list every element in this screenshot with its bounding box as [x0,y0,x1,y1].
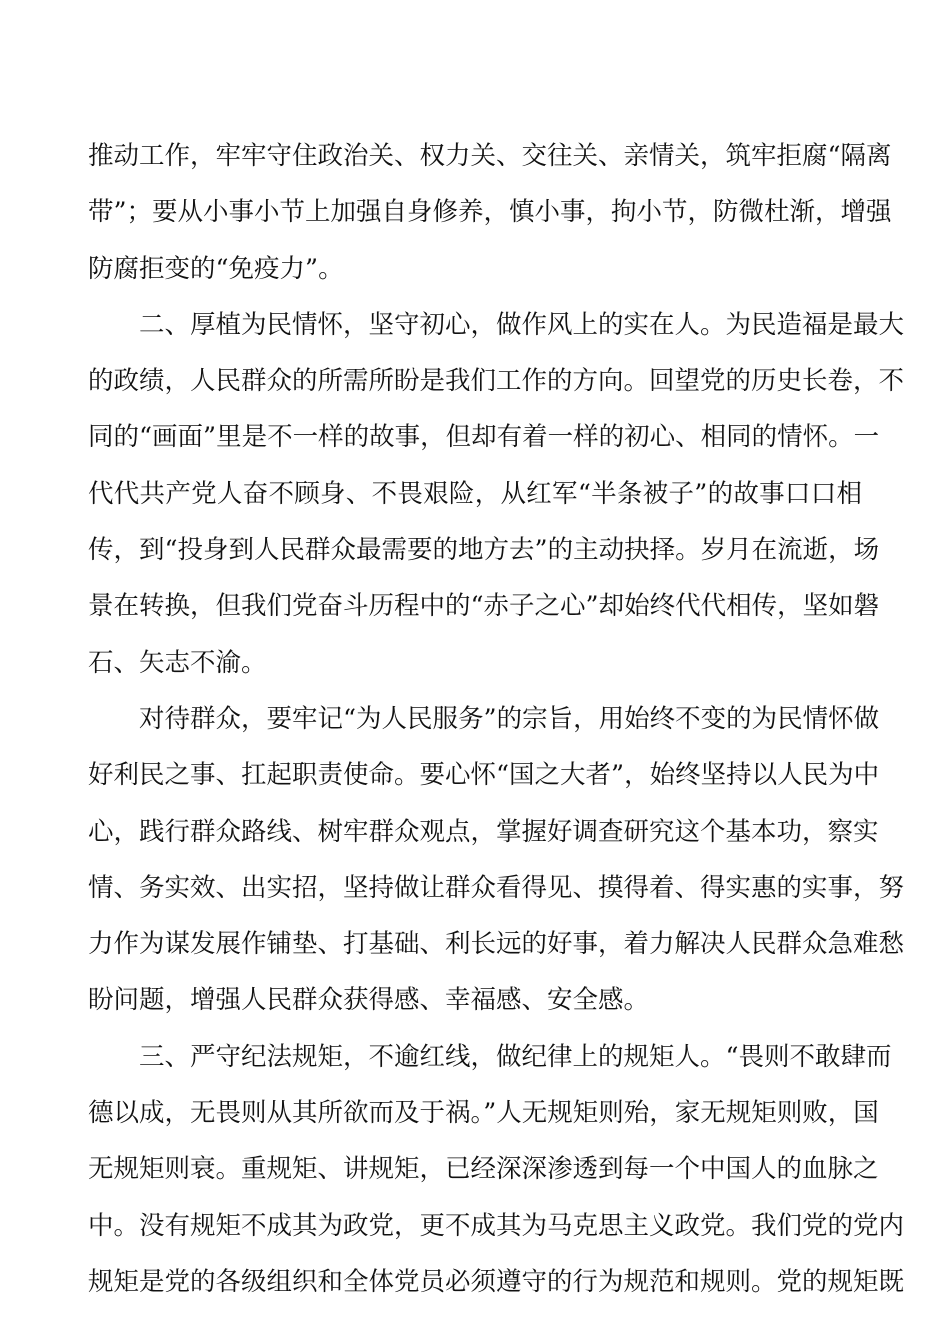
text-line: 对待群众，要牢记“为人民服务”的宗旨，用始终不变的为民情怀做 [139,703,880,734]
text-line: 景在转换，但我们党奋斗历程中的“赤子之心”却始终代代相传，坚如磐 [88,591,880,622]
text-line: 带”；要从小事小节上加强自身修养，慎小事，拘小节，防微杜渐，增强 [88,197,892,228]
text-line: 好利民之事、扛起职责使命。要心怀“国之大者”，始终坚持以人民为中 [88,760,880,791]
text-line: 二、厚植为民情怀，坚守初心，做作风上的实在人。为民造福是最大 [139,309,905,340]
text-line: 代代共产党人奋不顾身、不畏艰险，从红军“半条被子”的故事口口相 [88,478,862,509]
text-line: 三、严守纪法规矩，不逾红线，做纪律上的规矩人。“畏则不敢肆而 [139,1041,892,1072]
text-line: 的政绩，人民群众的所需所盼是我们工作的方向。回望党的历史长卷，不 [88,366,905,397]
text-line: 力作为谋发展作铺垫、打基础、利长远的好事，着力解决人民群众急难愁 [88,929,905,960]
text-line: 盼问题，增强人民群众获得感、幸福感、安全感。 [88,985,650,1016]
text-line: 同的“画面”里是不一样的故事，但却有着一样的初心、相同的情怀。一 [88,422,880,453]
text-line: 心，践行群众路线、树牢群众观点，掌握好调查研究这个基本功，察实 [88,816,879,847]
text-line: 石、矢志不渝。 [88,647,267,678]
text-line: 防腐拒变的“免疫力”。 [88,253,344,284]
text-line: 传，到“投身到人民群众最需要的地方去”的主动抉择。岁月在流逝，场 [88,535,880,566]
text-line: 德以成，无畏则从其所欲而及于祸。”人无规矩则殆，家无规矩则败，国 [88,1098,879,1129]
text-line: 规矩是党的各级组织和全体党员必须遵守的行为规范和规则。党的规矩既 [88,1266,905,1297]
text-line: 无规矩则衰。重规矩、讲规矩，已经深深渗透到每一个中国人的血脉之 [88,1154,879,1185]
document-body [88,128,905,1310]
text-line: 推动工作，牢牢守住政治关、权力关、交往关、亲情关，筑牢拒腐“隔离 [88,141,892,171]
text-line: 中。没有规矩不成其为政党，更不成其为马克思主义政党。我们党的党内 [88,1210,905,1241]
text-line: 情、务实效、出实招，坚持做让群众看得见、摸得着、得实惠的实事，努 [88,872,905,903]
